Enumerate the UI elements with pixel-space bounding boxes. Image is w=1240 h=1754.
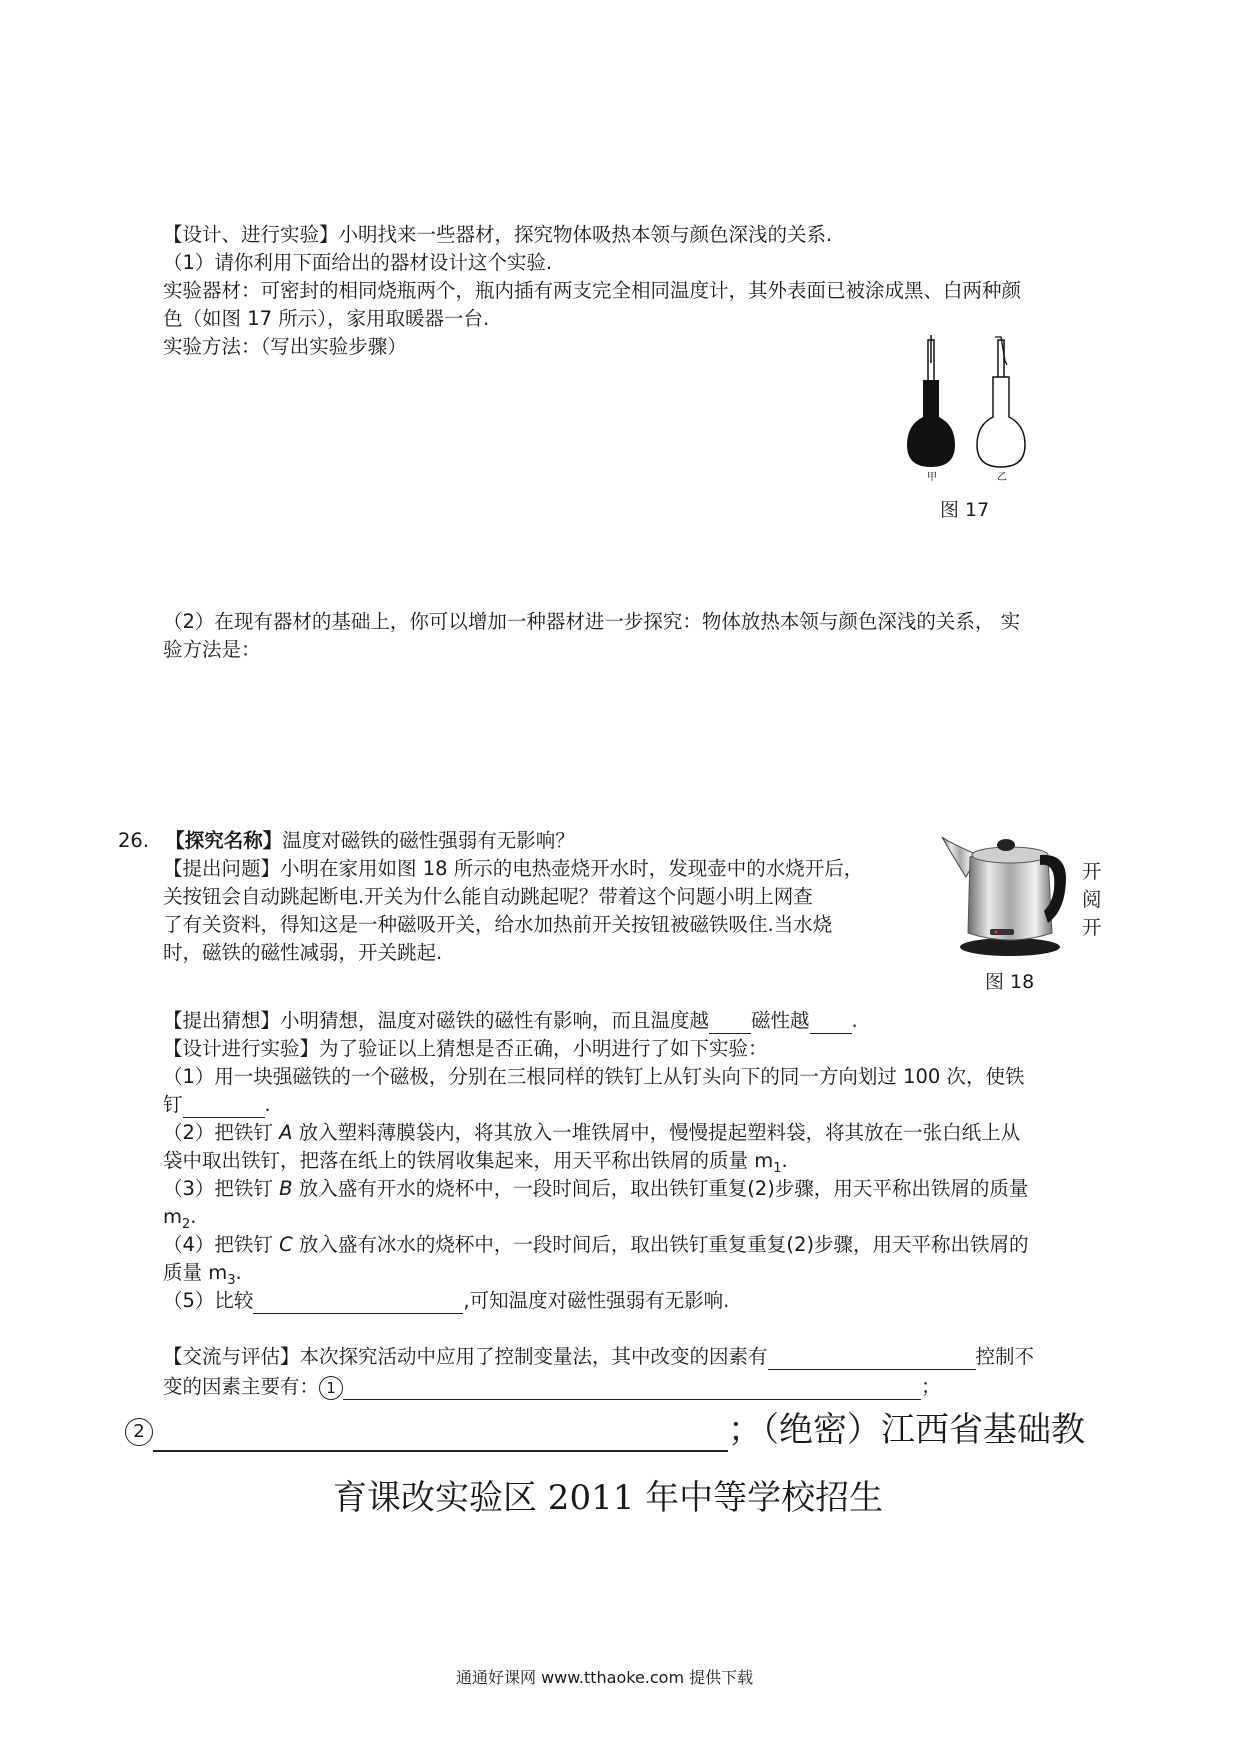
title-heading: 【探究名称】: [165, 829, 283, 852]
design-heading: 【设计、进行实验】: [163, 223, 339, 246]
step-3-line-2: $m_2$.: [163, 1205, 197, 1232]
problem-line-3: 了有关资料，得知这是一种磁吸开关，给水加热前开关按钮被磁铁吸住.当水烧: [163, 913, 833, 936]
step-1-line-2: 钉 .: [163, 1093, 271, 1116]
title-text: 温度对磁铁的磁性强弱有无影响？: [282, 829, 575, 852]
step-4-line-1: （4）把铁钉 C 放入盛有冰水的烧杯中，一段时间后，取出铁钉重复重复(2)步骤，用天平称出铁屑的: [163, 1233, 1029, 1256]
changed-factor-blank[interactable]: [768, 1347, 976, 1370]
figure-18-caption: 图 18: [985, 971, 1035, 993]
circle-number-1: 1: [319, 1376, 343, 1400]
design-paragraph: [163, 222, 832, 248]
big-line-1: 2 ；（绝密）江西省基础教: [125, 1408, 1085, 1452]
fig17-label-a: 甲: [927, 472, 937, 483]
step-2-line-2: 袋中取出铁钉，把落在纸上的铁屑收集起来，用天平称出铁屑的质量 $m_1$.: [163, 1149, 788, 1176]
step-1-blank[interactable]: [183, 1095, 265, 1118]
question-1: （1）请你利用下面给出的器材设计这个实验.: [163, 251, 553, 274]
experiment-intro: 【设计进行实验】为了验证以上猜想是否正确，小明进行了如下实验：: [163, 1037, 768, 1060]
fig17-label-b: 乙: [997, 472, 1007, 483]
problem-line-2-end: 阅: [1082, 888, 1102, 911]
question-2-line-2: 验方法是：: [163, 638, 261, 661]
step-5-line: （5）比较 ,可知温度对磁性强弱有无影响.: [163, 1289, 730, 1312]
problem-heading: 【提出问题】: [163, 857, 281, 880]
black-flask-icon: [907, 335, 955, 467]
guess-heading: 【提出猜想】: [163, 1009, 281, 1032]
circle-number-2: 2: [125, 1418, 153, 1446]
step-1-line-1: （1）用一块强磁铁的一个磁极，分别在三根同样的铁钉上从钉头向下的同一方向划过 100 次，使铁: [163, 1065, 1025, 1088]
evaluation-line-2: 变的因素主要有： 1 ；: [163, 1375, 941, 1398]
step-4-line-2: 质量 $m_3$.: [163, 1261, 242, 1288]
evaluation-heading: 【交流与评估】: [163, 1345, 300, 1368]
figure-18-kettle-icon: [940, 815, 1072, 965]
question-2-line-1: （2）在现有器材的基础上，你可以增加一种器材进一步探究：物体放热本领与颜色深浅的关系， 实: [163, 610, 1021, 633]
materials-line-2: 色（如图 17 所示），家用取暖器一台.: [163, 307, 490, 330]
white-flask-icon: [977, 337, 1025, 467]
materials-line-1: 实验器材：可密封的相同烧瓶两个，瓶内插有两支完全相同温度计，其外表面已被涂成黑、白两种颜: [163, 279, 1022, 302]
experiment-heading: 【设计进行实验】: [163, 1037, 320, 1060]
step-2-line-1: （2）把铁钉 A 放入塑料薄膜袋内，将其放入一堆铁屑中，慢慢提起塑料袋，将其放在一张白纸上从: [163, 1121, 1021, 1144]
question-number: 26.: [118, 829, 150, 852]
problem-line-4: 时，磁铁的磁性减弱，开关跳起.: [163, 941, 443, 964]
figure-17-caption: 图 17: [940, 499, 990, 521]
evaluation-line-1: 【交流与评估】本次探究活动中应用了控制变量法，其中改变的因素有 控制不: [163, 1345, 1035, 1368]
question-26-title: [118, 828, 575, 854]
step-3-line-1: （3）把铁钉 B 放入盛有开水的烧杯中，一段时间后，取出铁钉重复(2)步骤，用天平称出铁屑的质量: [163, 1177, 1029, 1200]
step-5-blank[interactable]: [253, 1291, 463, 1314]
guess-line: 【提出猜想】小明猜想，温度对磁铁的磁性有影响，而且温度越 磁性越 .: [163, 1009, 858, 1032]
guess-blank-2[interactable]: [810, 1011, 852, 1034]
guess-blank-1[interactable]: [709, 1011, 751, 1034]
control-factor-2-blank[interactable]: [153, 1420, 728, 1452]
footer-text: 通通好课网 www.tthaoke.com 提供下载: [456, 1668, 754, 1687]
control-factor-1-blank[interactable]: [343, 1377, 921, 1400]
figure-17-flasks: [905, 335, 1055, 485]
big-line-2: 育课改实验区 2011 年中等学校招生: [333, 1478, 884, 1518]
problem-line-1: 【提出问题】小明在家用如图 18 所示的电热壶烧开水时，发现壶中的水烧开后，: [163, 857, 864, 880]
problem-line-2: 关按钮会自动跳起断电.开关为什么能自动跳起呢？带着这个问题小明上网查: [163, 885, 813, 908]
design-text: 小明找来一些器材，探究物体吸热本领与颜色深浅的关系.: [338, 223, 833, 246]
problem-line-3-end: 开: [1082, 916, 1102, 939]
problem-line-1-end: 开: [1082, 860, 1102, 883]
method-line: 实验方法：（写出实验步骤）: [163, 335, 407, 358]
